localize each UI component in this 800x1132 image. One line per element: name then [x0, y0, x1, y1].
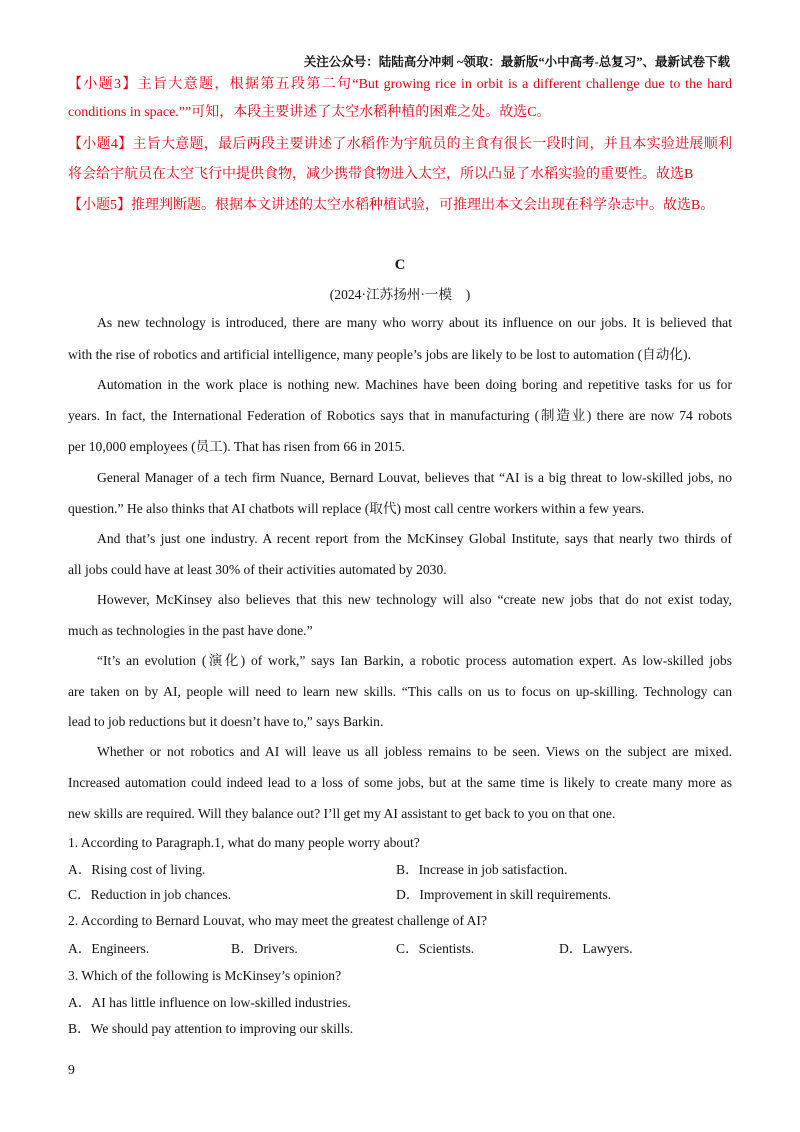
passage-line: Increased automation could indeed lead to a loss of some jobs, but at the same time is likely to create many more as: [68, 775, 732, 790]
passage-line: lead to job reductions but it doesn’t have to,” says Barkin.: [68, 714, 384, 729]
question-option: A．Rising cost of living.: [68, 862, 206, 877]
question-option: B．Increase in job satisfaction.: [396, 862, 568, 877]
passage-line: question.” He also thinks that AI chatbots will replace (取代) most call centre workers within a few years.: [68, 501, 645, 516]
answer-line: 将会给宇航员在太空飞行中提供食物，减少携带食物进入太空，所以凸显了水稻实验的重要性。故选B: [68, 167, 694, 182]
question-stem: 2. According to Bernard Louvat, who may meet the greatest challenge of AI?: [68, 913, 487, 928]
question-option: A．Engineers.: [68, 941, 150, 956]
question-option: A．AI has little influence on low-skilled industries.: [68, 995, 351, 1010]
passage-line: years. In fact, the International Federation of Robotics says that in manufacturing (制造业) there are now 74 robots: [68, 408, 732, 423]
passage-line: Whether or not robotics and AI will leave us all jobless remains to be seen. Views on the subject are mixed.: [97, 744, 732, 759]
header-banner: 关注公众号：陆陆高分冲刺 ~领取：最新版“小中高考-总复习”、最新试卷下载: [303, 55, 730, 69]
passage-line: General Manager of a tech firm Nuance, Bernard Louvat, believes that “AI is a big threat to low-skilled jobs, no: [97, 470, 732, 485]
question-option: B．We should pay attention to improving our skills.: [68, 1021, 354, 1036]
page-number: 9: [68, 1062, 75, 1077]
answer-line: 【小题3】主旨大意题，根据第五段第二句“But growing rice in orbit is a different challenge due to the hard: [68, 77, 732, 92]
source-label: (2024·江苏扬州·一模 ): [329, 287, 471, 302]
passage-line: per 10,000 employees (员工). That has risen from 66 in 2015.: [68, 439, 405, 454]
answer-line: 【小题4】主旨大意题，最后两段主要讲述了水稻作为宇航员的主食有很长一段时间，并且本实验进展顺利: [68, 137, 732, 152]
passage-line: Automation in the work place is nothing new. Machines have been doing boring and repetitive tasks for us for: [97, 377, 732, 392]
passage-line: “It’s an evolution (演化) of work,” says Ian Barkin, a robotic process automation expert. As low-skilled jobs: [97, 653, 732, 668]
answer-line: conditions in space.””可知，本段主要讲述了太空水稻种植的困难之处。故选C。: [68, 105, 551, 120]
passage-line: As new technology is introduced, there are many who worry about its influence on our jobs. It is believed that: [97, 315, 732, 330]
section-heading: C: [394, 257, 406, 273]
passage-line: And that’s just one industry. A recent report from the McKinsey Global Institute, says that nearly two thirds of: [97, 531, 732, 546]
question-stem: 3. Which of the following is McKinsey’s opinion?: [68, 968, 342, 983]
passage-line: are taken on by AI, people will need to learn new skills. “This calls on us to focus on up-skilling. Technology can: [68, 684, 732, 699]
question-stem: 1. According to Paragraph.1, what do many people worry about?: [68, 835, 420, 850]
passage-line: all jobs could have at least 30% of their activities automated by 2030.: [68, 562, 447, 577]
question-option: D．Lawyers.: [559, 941, 633, 956]
passage-line: with the rise of robotics and artificial intelligence, many people’s jobs are likely to be lost to automation (自动化).: [68, 347, 691, 362]
question-option: C．Scientists.: [396, 941, 475, 956]
question-option: D．Improvement in skill requirements.: [396, 887, 612, 902]
passage-line: much as technologies in the past have done.”: [68, 623, 313, 638]
question-option: B．Drivers.: [231, 941, 298, 956]
question-option: C．Reduction in job chances.: [68, 887, 232, 902]
passage-line: However, McKinsey also believes that this new technology will also “create new jobs that do not exist today,: [97, 592, 732, 607]
answer-line: 【小题5】推理判断题。根据本文讲述的太空水稻种植试验，可推理出本文会出现在科学杂志中。故选B。: [68, 198, 715, 213]
passage-line: new skills are required. Will they balance out? I’ll get my AI assistant to get back to you on that one.: [68, 806, 616, 821]
